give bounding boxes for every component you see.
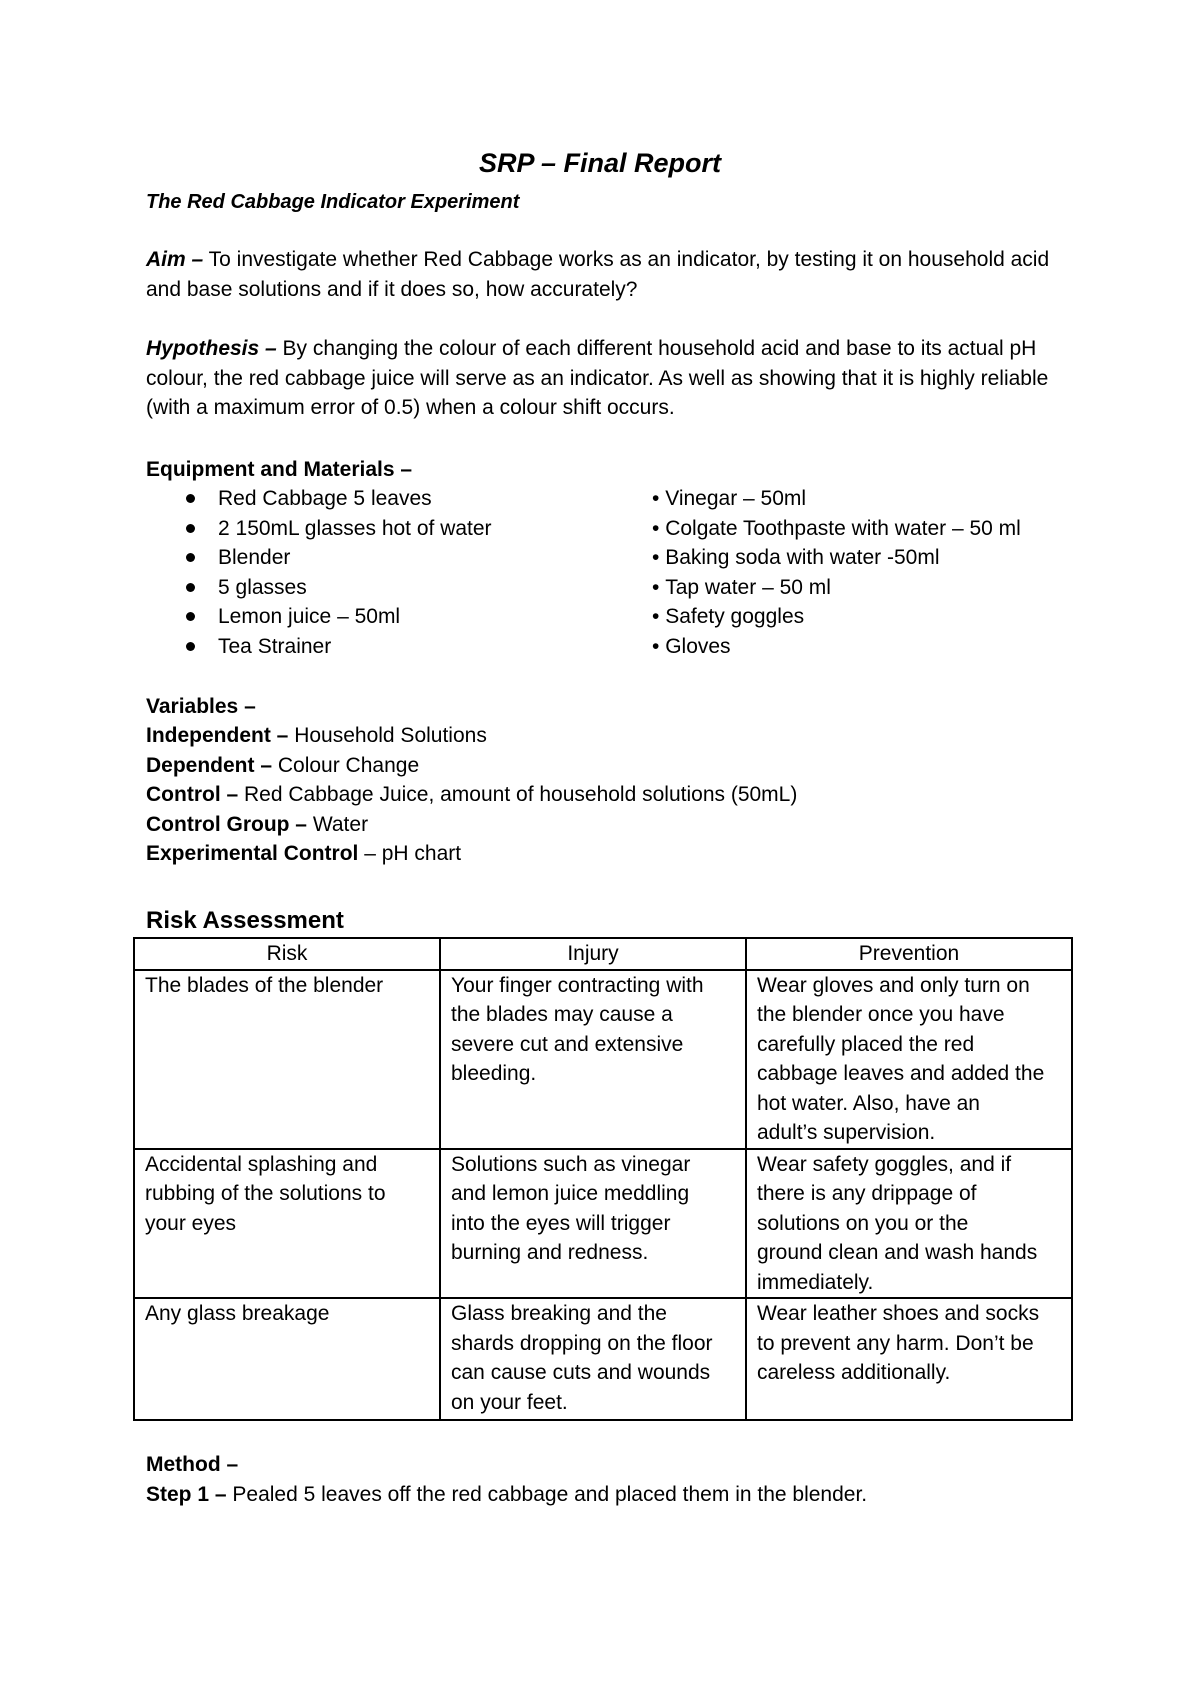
risk-cell: The blades of the blender xyxy=(134,970,440,1149)
risk-cell: Accidental splashing and rubbing of the solutions to your eyes xyxy=(134,1149,440,1299)
aim-label: Aim – xyxy=(146,248,204,271)
equipment-list-right xyxy=(652,484,1021,661)
aim-paragraph xyxy=(146,245,1066,304)
column-header-risk: Risk xyxy=(134,938,440,970)
hypothesis-label: Hypothesis – xyxy=(146,337,277,360)
method-step-1 xyxy=(146,1480,867,1509)
report-title: SRP – Final Report xyxy=(478,148,722,178)
risk-cell: Any glass breakage xyxy=(134,1298,440,1420)
equipment-list-left xyxy=(182,484,492,661)
variable-control xyxy=(146,780,797,809)
variable-value: Colour Change xyxy=(272,754,420,777)
list-item: Tea Strainer xyxy=(182,632,492,662)
variable-value: Water xyxy=(307,813,369,836)
table-row xyxy=(134,970,1072,1149)
equipment-heading: Equipment and Materials – xyxy=(146,458,413,481)
variable-label: Experimental Control xyxy=(146,842,359,865)
list-item: • Safety goggles xyxy=(652,602,1021,632)
column-header-prevention: Prevention xyxy=(746,938,1072,970)
hypothesis-paragraph xyxy=(146,334,1066,423)
list-item: • Baking soda with water -50ml xyxy=(652,543,1021,573)
risk-assessment-heading: Risk Assessment xyxy=(146,907,344,934)
list-item: • Gloves xyxy=(652,632,1021,662)
injury-cell: Solutions such as vinegar and lemon juice meddling into the eyes will trigger burning and redness. xyxy=(440,1149,746,1299)
variable-value: Red Cabbage Juice, amount of household solutions (50mL) xyxy=(238,783,798,806)
variable-value: Household Solutions xyxy=(288,724,487,747)
variable-experimental-control xyxy=(146,839,461,868)
injury-cell: Glass breaking and the shards dropping on the floor can cause cuts and wounds on your feet. xyxy=(440,1298,746,1420)
table-row xyxy=(134,1149,1072,1299)
list-item: Lemon juice – 50ml xyxy=(182,602,492,632)
prevention-cell: Wear gloves and only turn on the blender once you have carefully placed the red cabbage leaves and added the hot water. Also, have an adult’s supervision. xyxy=(746,970,1072,1149)
variable-control-group xyxy=(146,810,368,839)
list-item: • Tap water – 50 ml xyxy=(652,573,1021,603)
aim-text: To investigate whether Red Cabbage works as an indicator, by testing it on household acid and base solutions and if it does so, how accurately? xyxy=(146,248,1050,301)
variable-label: Dependent – xyxy=(146,754,273,777)
variables-heading: Variables – xyxy=(146,695,256,718)
step-label: Step 1 – xyxy=(146,1483,227,1506)
step-text: Pealed 5 leaves off the red cabbage and placed them in the blender. xyxy=(226,1483,868,1506)
variable-dependent xyxy=(146,751,419,780)
table-row xyxy=(134,1298,1072,1420)
method-heading: Method – xyxy=(146,1453,239,1476)
list-item: Blender xyxy=(182,543,492,573)
prevention-cell: Wear leather shoes and socks to prevent any harm. Don’t be careless additionally. xyxy=(746,1298,1072,1420)
variable-label: Independent – xyxy=(146,724,289,747)
column-header-injury: Injury xyxy=(440,938,746,970)
list-item: 5 glasses xyxy=(182,573,492,603)
injury-cell: Your finger contracting with the blades may cause a severe cut and extensive bleeding. xyxy=(440,970,746,1149)
list-item: 2 150mL glasses hot of water xyxy=(182,514,492,544)
hypothesis-text: By changing the colour of each different household acid and base to its actual pH colour, the red cabbage juice will serve as an indicator. As well as showing that it is highly reliable (with a maximum error of 0.5) when a colour shift occurs. xyxy=(146,337,1049,419)
variable-independent xyxy=(146,721,487,750)
list-item: • Colgate Toothpaste with water – 50 ml xyxy=(652,514,1021,544)
prevention-cell: Wear safety goggles, and if there is any drippage of solutions on you or the ground clean and wash hands immediately. xyxy=(746,1149,1072,1299)
list-item: Red Cabbage 5 leaves xyxy=(182,484,492,514)
list-item: • Vinegar – 50ml xyxy=(652,484,1021,514)
variable-value: – pH chart xyxy=(358,842,462,865)
risk-assessment-table xyxy=(133,937,1073,1421)
report-subtitle: The Red Cabbage Indicator Experiment xyxy=(146,191,520,213)
variable-label: Control – xyxy=(146,783,239,806)
variable-label: Control Group – xyxy=(146,813,307,836)
table-header-row xyxy=(134,938,1072,970)
